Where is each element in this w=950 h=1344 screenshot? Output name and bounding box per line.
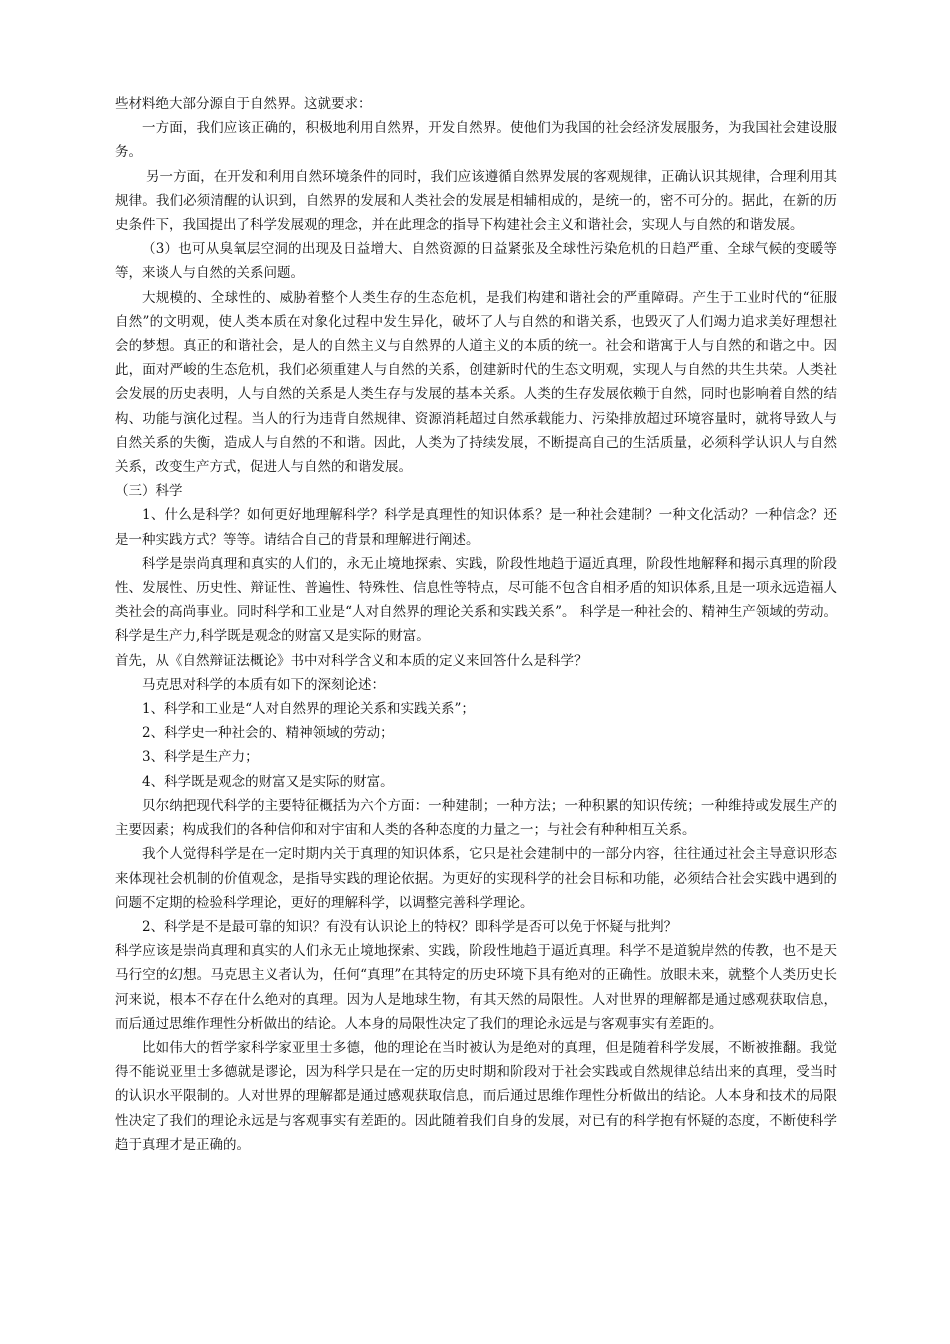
paragraph-4: （3）也可从臭氧层空洞的出现及日益增大、自然资源的日益紧张及全球性污染危机的日趋严重、全球气候的变暖等等，来谈人与自然的关系问题。 xyxy=(115,241,837,282)
paragraph-5: 大规模的、全球性的、威胁着整个人类生存的生态危机，是我们构建和谐社会的严重障碍。产生于工业时代的“征服自然”的文明观，使人类本质在对象化过程中发生异化，破坏了人与自然的和谐关系，也毁灭了人们竭力追求美好理想社会的梦想。真正的和谐社会，是人的自然主义与自然界的人道主义的本质的统一。社会和谐寓于人与自然的和谐之中。因此，面对严峻的生态危机，我们必须重建人与自然的关系，创建新时代的生态文明观，实现人与自然的共生共荣。人类社会发展的历史表明，人与自然的关系是人类生存与发展的基本关系。人类的生存发展依赖于自然，同时也影响着自然的结构、功能与演化过程。当人的行为违背自然规律、资源消耗超过自然承载能力、污染排放超过环境容量时，就将导致人与自然关系的失衡，造成人与自然的不和谐。因此，人类为了持续发展，不断提高自己的生活质量，必须科学认识人与自然关系，改变生产方式，促进人与自然的和谐发展。 xyxy=(115,289,837,476)
list-item-3: 3、科学是生产力； xyxy=(142,749,259,766)
paragraph-9: 首先，从《自然辩证法概论》书中对科学含义和本质的定义来回答什么是科学？ xyxy=(115,652,588,669)
question-1: 1、什么是科学？如何更好地理解科学？科学是真理性的知识体系？是一种社会建制？一种文化活动？一种信念？还是一种实践方式？等等。请结合自己的背景和理解进行阐述。 xyxy=(115,507,837,548)
paragraph-18: 科学应该是崇尚真理和真实的人们永无止境地探索、实践，阶段性地趋于逼近真理。科学不是道貌岸然的传教，也不是天马行空的幻想。马克思主义者认为，任何“真理”在其特定的历史环境下具有绝对的正确性。放眼未来，就整个人类历史长河来说，根本不存在什么绝对的真理。因为人是地球生物，有其天然的局限性。人对世界的理解都是通过感观获取信息，而后通过思维作理性分析做出的结论。人本身的局限性决定了我们的理论永远是与客观事实有差距的。 xyxy=(115,943,837,1032)
paragraph-19: 比如伟大的哲学家科学家亚里士多德，他的理论在当时被认为是绝对的真理，但是随着科学发展，不断被推翻。我觉得不能说亚里士多德就是谬论，因为科学只是在一定的历史时期和阶段对于社会实践或自然规律总结出来的真理，受当时的认识水平限制的。人对世界的理解都是通过感观获取信息，而后通过思维作理性分析做出的结论。人本身和技术的局限性决定了我们的理论永远是与客观事实有差距的。因此随着我们自身的发展，对已有的科学抱有怀疑的态度，不断使科学趋于真理才是正确的。 xyxy=(115,1039,837,1153)
document-page xyxy=(115,92,837,1157)
paragraph-3: 另一方面，在开发和利用自然环境条件的同时，我们应该遵循自然界发展的客观规律，正确认识其规律，合理利用其规律。我们必须清醒的认识到，自然界的发展和人类社会的发展是相辅相成的，是统一的，密不可分的。据此，在新的历史条件下，我国提出了科学发展观的理念，并在此理念的指导下构建社会主义和谐社会，实现人与自然的和谐发展。 xyxy=(115,168,837,234)
paragraph-15: 贝尔纳把现代科学的主要特征概括为六个方面：一种建制；一种方法；一种积累的知识传统；一种维持或发展生产的主要因素；构成我们的各种信仰和对宇宙和人类的各种态度的力量之一；与社会有种种相互关系。 xyxy=(115,797,837,839)
paragraph-10: 马克思对科学的本质有如下的深刻论述： xyxy=(142,676,385,693)
section-heading-science: （三）科学 xyxy=(115,483,183,500)
paragraph-1: 些材料绝大部分源自于自然界。这就要求： xyxy=(115,96,372,112)
paragraph-16: 我个人觉得科学是在一定时期内关于真理的知识体系，它只是社会建制中的一部分内容，往往通过社会主导意识形态来体现社会机制的价值观念，是指导实践的理论依据。为更好的实现科学的社会目标和功能，必须结合社会实践中遇到的问题不定期的检验科学理论，更好的理解科学，以调整完善科学理论。 xyxy=(115,846,837,911)
paragraph-2: 一方面，我们应该正确的，积极地利用自然界，开发自然界。使他们为我国的社会经济发展服务，为我国社会建设服务。 xyxy=(115,120,837,161)
list-item-2: 2、科学史一种社会的、精神领域的劳动； xyxy=(142,725,394,742)
list-item-4: 4、科学既是观念的财富又是实际的财富。 xyxy=(142,773,394,790)
paragraph-8: 科学是崇尚真理和真实的人们的，永无止境地探索、实践，阶段性地趋于逼近真理，阶段性地解释和揭示真理的阶段性、发展性、历史性、辩证性、普遍性、特殊性、信息性等特点，尽可能不包含自相矛盾的知识体系,且是一项永远造福人类社会的高尚事业。同时科学和工业是“人对自然界的理论关系和实践关系”。 科学是一种社会的、精神生产领域的劳动。 科学是生产力,科学既是观念的财富又是实际的财富。 xyxy=(115,555,837,645)
list-item-1: 1、科学和工业是“人对自然界的理论关系和实践关系”； xyxy=(142,701,475,718)
question-2: 2、科学是不是最可靠的知识？有没有认识论上的特权？即科学是否可以免于怀疑与批判？ xyxy=(142,918,678,935)
